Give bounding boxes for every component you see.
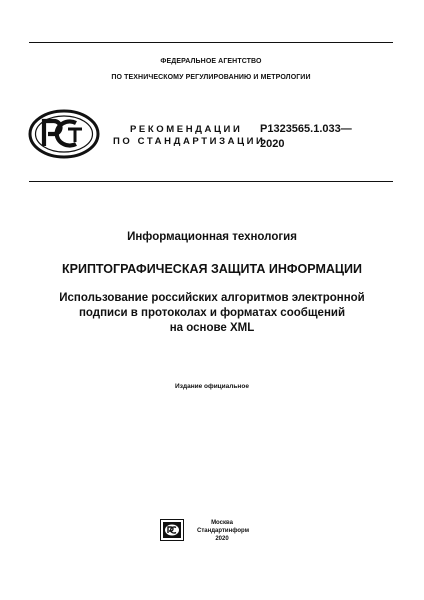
gost-r-emblem-icon [27, 108, 101, 160]
top-rule [29, 42, 393, 43]
agency-name-line2: ПО ТЕХНИЧЕСКОМУ РЕГУЛИРОВАНИЮ И МЕТРОЛОГИИ [111, 74, 311, 81]
publisher-name: Стандартинформ [197, 528, 250, 534]
standard-number: Р1323565.1.033— [260, 123, 352, 135]
document-category: Информационная технология [127, 231, 297, 243]
header-rule [29, 181, 393, 182]
document-subtitle-line2: подписи в протоколах и форматах сообщений [78, 307, 346, 319]
document-main-title: КРИПТОГРАФИЧЕСКАЯ ЗАЩИТА ИНФОРМАЦИИ [62, 262, 362, 276]
agency-name-line1: ФЕДЕРАЛЬНОЕ АГЕНТСТВО [160, 58, 262, 65]
standard-year: 2020 [260, 138, 285, 150]
publisher-year: 2020 [215, 536, 229, 542]
standartinform-logo-icon [160, 519, 184, 541]
publisher-city: Москва [211, 520, 233, 526]
document-subtitle-line3: на основе XML [169, 322, 255, 334]
standard-type-line2: ПО СТАНДАРТИЗАЦИИ [113, 136, 266, 147]
standard-type-line1: РЕКОМЕНДАЦИИ [130, 124, 243, 135]
edition-label: Издание официальное [175, 383, 249, 390]
document-subtitle-line1: Использование российских алгоритмов электронной [59, 292, 365, 304]
